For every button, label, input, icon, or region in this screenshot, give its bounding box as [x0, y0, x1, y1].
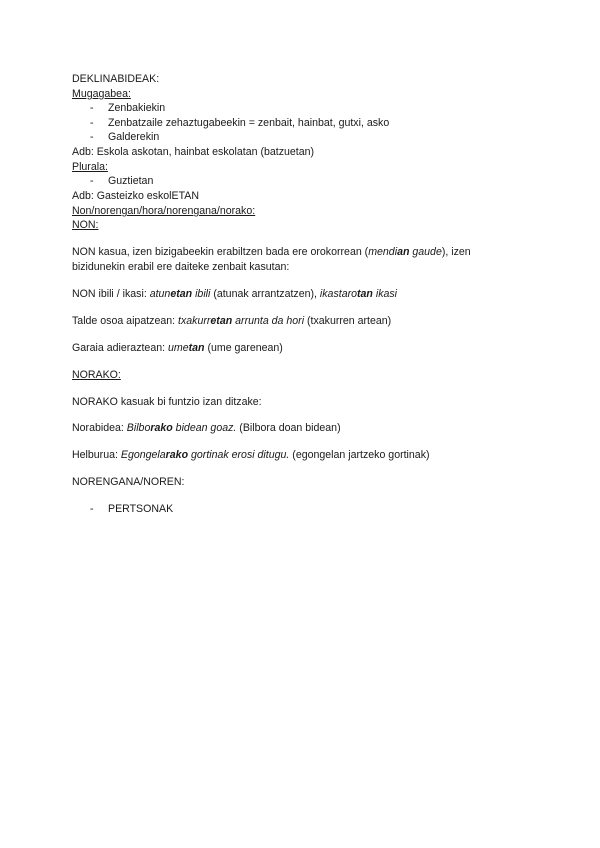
plurala-example: Adb: Gasteizko eskolETAN [72, 190, 199, 202]
non-paragraph-line2: bizidunekin erabil ere daiteke zenbait kasutan: [72, 261, 290, 273]
list-item: - Galderekin [90, 131, 160, 143]
list-item: - Zenbatzaile zehaztugabeekin = zenbait, hainbat, gutxi, asko [90, 117, 390, 129]
ibili-example: NON ibili / ikasi: atunetan ibili (atunak arrantzatzen), ikastarotan ikasi [72, 288, 398, 300]
plurala-heading: Plurala: [72, 161, 108, 173]
norengana-heading: NORENGANA/NOREN: [72, 476, 185, 488]
cases-heading: Non/norengan/hora/norengana/norako: [72, 205, 256, 217]
mugagabea-example: Adb: Eskola askotan, hainbat eskolatan (batzuetan) [72, 146, 315, 158]
non-heading: NON: [72, 219, 99, 231]
list-item: - Zenbakiekin [90, 102, 166, 114]
list-item: - Guztietan [90, 175, 154, 187]
list-item: - PERTSONAK [90, 503, 174, 515]
helburua-example: Helburua: Egongelarako gortinak erosi ditugu. (egongelan jartzeko gortinak) [72, 449, 430, 461]
norako-intro: NORAKO kasuak bi funtzio izan ditzake: [72, 396, 262, 408]
document-title: DEKLINABIDEAK: [72, 73, 160, 85]
talde-example: Talde osoa aipatzean: txakurretan arrunta da hori (txakurren artean) [72, 315, 392, 327]
garaia-example: Garaia adieraztean: umetan (ume garenean) [72, 342, 283, 354]
non-paragraph-line1: NON kasua, izen bizigabeekin erabiltzen bada ere orokorrean (mendian gaude), izen [72, 246, 471, 258]
norabidea-example: Norabidea: Bilborako bidean goaz. (Bilbora doan bidean) [72, 422, 341, 434]
mugagabea-heading: Mugagabea: [72, 88, 131, 100]
norako-heading: NORAKO: [72, 369, 121, 381]
